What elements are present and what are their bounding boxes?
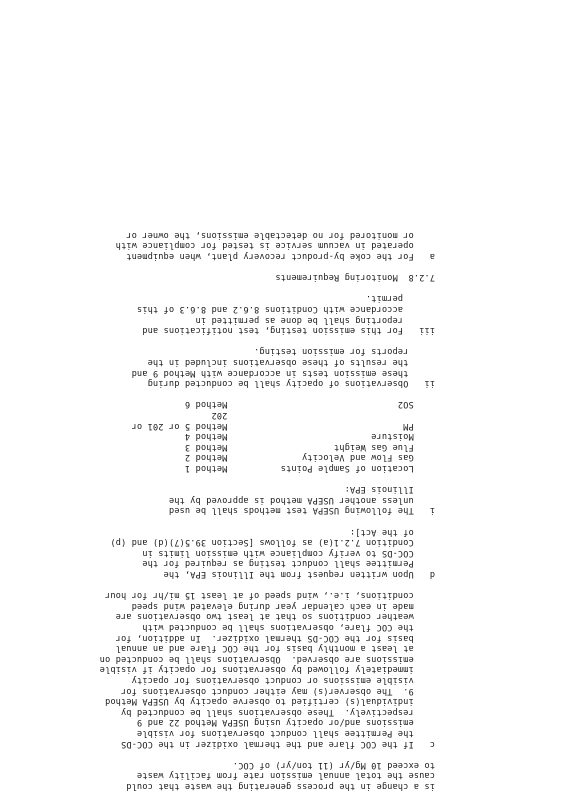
- document-line: the Permittee shall conduct observations for visible: [136, 728, 435, 738]
- document-line: at least a monthly basis for the COC flare and an annual: [115, 643, 435, 654]
- document-line: Gas Flow and Velocity Method 2: [184, 452, 435, 463]
- document-line: weather conditions so that at least two observations are: [115, 611, 435, 622]
- document-line: Permittee shall conduct testing as required for the: [142, 558, 435, 569]
- document-line: c If the COC flare and the thermal oxidizer in the COC-DS: [120, 738, 435, 749]
- document-line: 202: [211, 410, 435, 420]
- document-line: basis for the COC-DS thermal oxidizer. In addition, for: [115, 632, 435, 643]
- document-line: or monitored for no detectable emissions, the owner or: [126, 229, 435, 240]
- document-line: ii Observations of opacity shall be conducted during: [147, 378, 435, 389]
- document-line: to exceed 10 Mg/yr (11 ton/yr) of COC.: [232, 759, 435, 770]
- document-line: cause the total annual emission rate from facility waste: [136, 770, 435, 781]
- document-line: individual(s) certified to observe opacity by USEPA Method: [104, 696, 435, 707]
- document-line: 9. The observer(s) may either conduct observations for: [120, 685, 435, 696]
- document-line: d Upon written request from the Illinois EPA, the: [163, 569, 435, 579]
- document-line: reporting shall be done as permitted in: [195, 314, 435, 325]
- document-line: operated in vacuum service is tested for compliance with: [115, 240, 435, 251]
- document-line: made in each calendar year during elevated wind speed: [131, 600, 435, 611]
- document-line: visible emissions or conduct observations for opacity: [131, 675, 435, 685]
- document-line: emissions and/or opacity using USEPA Method 22 and 9: [136, 717, 435, 728]
- document-line: the results of these observations included in the: [147, 357, 435, 367]
- document-line: i The following USEPA test methods shall be used: [168, 505, 435, 516]
- document-line: unless another USEPA method is approved by the: [168, 494, 435, 505]
- document-line: permit.: [365, 293, 435, 304]
- document-line: reports for emission testing.: [253, 346, 435, 357]
- document-line: a For the coke by-product recovery plant, when equipment: [126, 251, 435, 261]
- document-line: accordance with Conditions 8.6.2 and 8.6.3 of this: [136, 304, 435, 314]
- document-line: Location of Sample Points Method 1: [184, 463, 435, 473]
- document-line: PM Method 5 or 201 or: [131, 420, 435, 431]
- document-line: Condition 7.2.1(a) as follows [Section 39.5(7)(d) and (p): [110, 537, 435, 548]
- document-line: is a change in the process generating the waste that could: [126, 781, 435, 791]
- document-line: iii For this emission testing, test notifications and: [142, 325, 435, 336]
- document-line: emissions are observed. Observations shall be conducted on: [99, 653, 435, 664]
- document-line: 7.2.8 Monitoring Requirements: [275, 272, 435, 283]
- document-line: of the Act]:: [349, 526, 435, 537]
- document-line: these emission tests in accordance with Method 9 and: [131, 367, 435, 378]
- document-line: respectively. These observations shall be conducted by: [120, 706, 435, 717]
- document-line: immediately followed by observations for opacity if visible: [99, 664, 435, 675]
- document-line: Flue Gas Weight Method 3: [184, 441, 435, 452]
- document-line: Illinois EPA:: [344, 484, 435, 495]
- document-line: conditions, i.e., wind speed of at least 15 mi/hr for hour: [104, 590, 435, 601]
- document-line: Moisture Method 4: [184, 431, 435, 442]
- document-line: the COC flare, observations shall be conducted with: [142, 622, 435, 632]
- document-line: SO2 Method 6: [184, 399, 435, 410]
- document-line: COC-DS to verify compliance with emission limits in: [142, 547, 435, 558]
